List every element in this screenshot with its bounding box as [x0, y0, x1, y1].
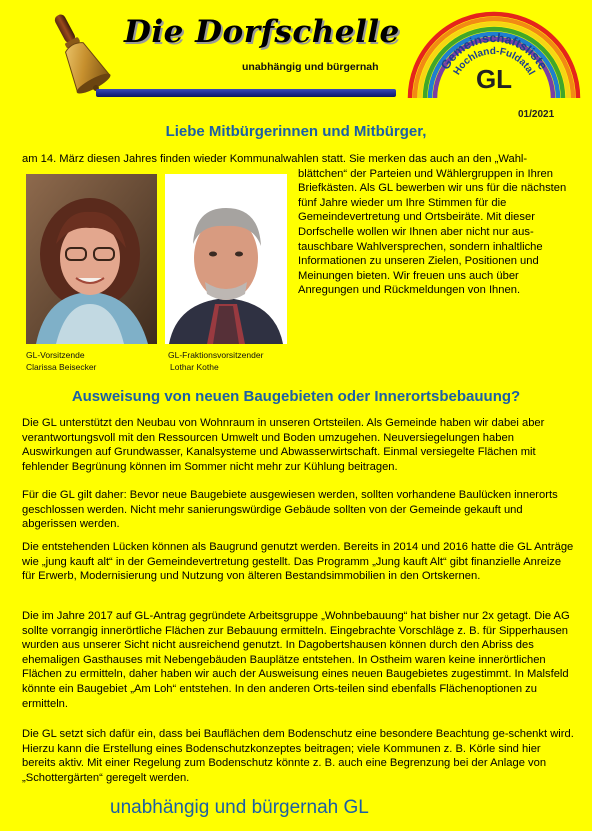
photo-lothar-kothe	[165, 174, 287, 344]
issue-number: 01/2021	[518, 109, 555, 120]
logo-text-1: Gemeinschaftsliste	[438, 30, 551, 73]
intro-first-line: am 14. März diesen Jahres finden wieder Kommunalwahlen statt. Sie merken das auch an den „Wahl-	[22, 153, 528, 165]
portrait-man-image	[165, 174, 287, 344]
caption-lothar-kothe	[168, 350, 263, 373]
paragraph: Die GL setzt sich dafür ein, dass bei Bauflächen dem Bodenschutz eine besondere Beachtung ge-schenkt wird. Hierzu kann die Erstellung eines Bodenschutzkonzeptes beitragen; viele Kommunen z. B. Körle sind hier bereits aktiv. Mit einer Regelung zum Bodenschutz könnte z. B. auch eine Begrenzung bei der Anlage von „Schottergärten“ geregelt werden.	[22, 728, 574, 784]
gl-logo	[402, 2, 584, 102]
paragraph: Die im Jahre 2017 auf GL-Antrag gegründete Arbeitsgruppe „Wohnbebauung“ hat bisher nur 2x getagt. Die AG sollte vorrangig innerörtliche Flächen zur Bebauung ermitteln. Eingebrachte Vorschläge z. B. für Sipperhausen wurden aus unserer Sicht nicht ausreichend genutzt. In Dagobertshausen können durch den Abriss des ehemaligen Gasthauses mit Nebengebäuden Bauplätze entstehen. In Ostheim waren keine innerörtlichen Flächen zu ermitteln, daher haben wir auch der Ausweisung eines neuen Baugebietes zugestimmt. In Malsfeld könnte ein Baugebiet „Am Loh“ entstehen. In den anderen Orts-teilen sind ebenfalls Flächenoptionen zu ermitteln.	[22, 610, 570, 710]
caption-role: GL-Fraktionsvorsitzender	[168, 350, 264, 360]
paragraph: Die entstehenden Lücken können als Baugrund genutzt werden. Bereits in 2014 und 2016 hatte die GL Anträge wie „jung kauft alt“ in der Gemeindevertretung gestellt. Das Programm „Jung kauft Alt“ gibt finanzielle Anreize für Erwerb, Modernisierung und Nutzung von älteren Bestandsimmobilien in den Ortskernen.	[22, 541, 574, 583]
portrait-woman-image	[26, 174, 157, 344]
logo-initials: GL	[475, 64, 513, 94]
logo-text-2: Hochland-Fuldatal	[451, 45, 537, 78]
caption-role: GL-Vorsitzende	[26, 350, 85, 360]
caption-clarissa-beisecker	[26, 350, 96, 373]
caption-name: Clarissa Beisecker	[26, 361, 97, 372]
paragraph: Die GL unterstützt den Neubau von Wohnraum in unseren Ortsteilen. Als Gemeinde haben wir dabei aber verantwortungsvoll mit den Ressourcen Umwelt und Boden umzugehen. Neuversiegelungen haben Auswirkungen auf Grundwasser, Kanalsysteme und Abwasserwirtschaft. Einmal versiegelte Flächen mit fehlender Begrünung können im Sommer nicht mehr zur Kühlung beitragen.	[22, 417, 545, 473]
masthead-rule	[96, 89, 396, 97]
footer-slogan: unabhängig und bürgernah GL	[110, 797, 369, 818]
paragraph: Für die GL gilt daher: Bevor neue Baugebiete ausgewiesen werden, sollten vorhandene Baulücken innerorts geschlossen werden. Nicht mehr sanierungswürdige Gebäude sollten von der Gemeinde gekauft und abgerissen werden.	[22, 489, 558, 531]
newsletter-subtitle: unabhängig und bürgernah	[242, 61, 379, 73]
masthead	[0, 0, 592, 118]
greeting-heading: Liebe Mitbürgerinnen und Mitbürger,	[165, 123, 427, 140]
photo-clarissa-beisecker	[26, 174, 157, 344]
caption-name: Lothar Kothe	[170, 361, 219, 372]
intro-text: blättchen“ der Parteien und Wählergruppen in Ihren Briefkästen. Als GL bewerben wir uns für die nächsten fünf Jahre wieder um Ihre Stimmen für die Gemeindevertretung und Ortsbeiräte. Mit dieser Dorfschelle wollen wir Ihnen aber nicht nur aus-tauschbare Wahlversprechen, sondern inhaltliche Informationen zu unseren Zielen, Positionen und Meinungen bieten. Wir freuen uns auch über Anregungen und Rückmeldungen von Ihnen.	[298, 167, 567, 297]
newsletter-title: Die Dorfschelle	[124, 14, 400, 50]
section-heading: Ausweisung von neuen Baugebieten oder Innerortsbebauung?	[71, 388, 521, 405]
